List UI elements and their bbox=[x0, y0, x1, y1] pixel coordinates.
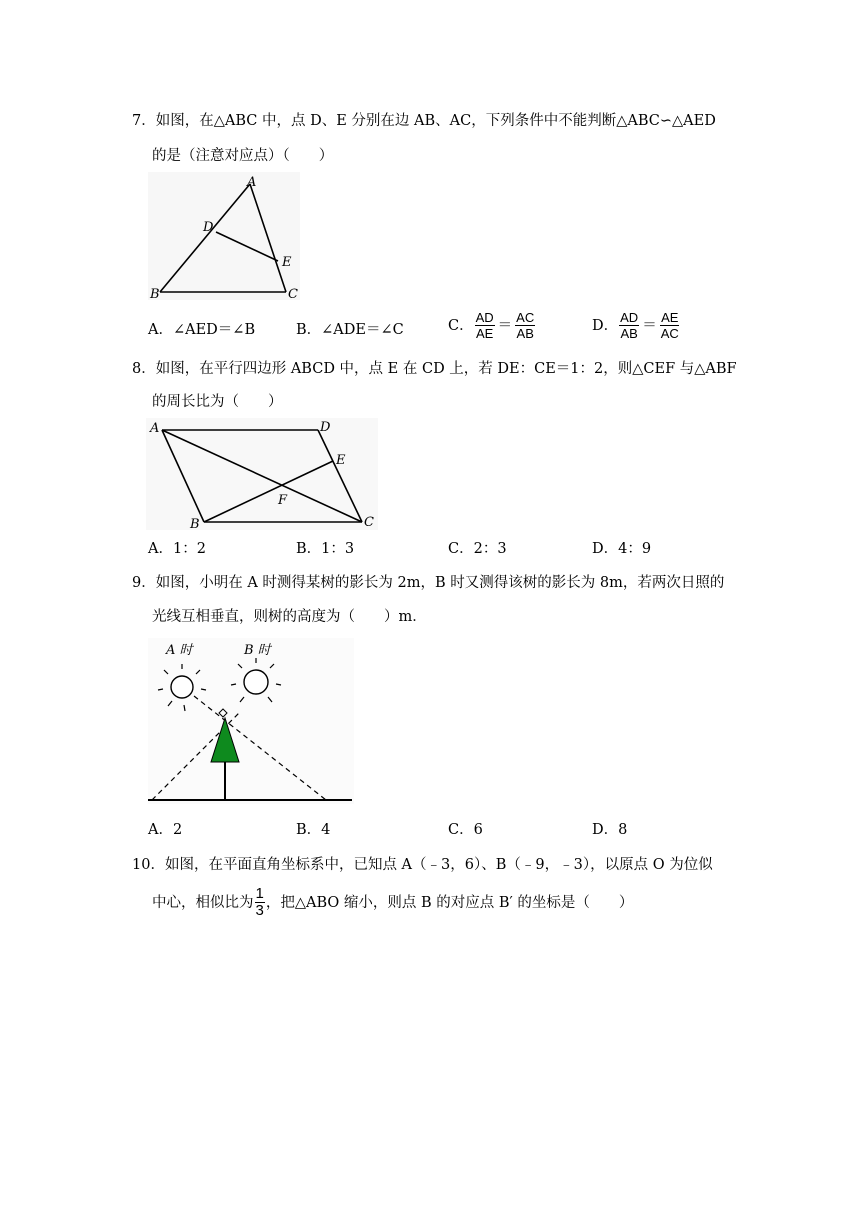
q7-option-d bbox=[592, 310, 681, 341]
q7-label-d: D bbox=[203, 220, 214, 235]
q10-line1: 10．如图，在平面直角坐标系中，已知点 A（﹣3，6）、B（﹣9，﹣3），以原点 O 为位似 bbox=[132, 857, 713, 873]
q9-tree-shadow-figure bbox=[148, 638, 354, 804]
q7-label-c: C bbox=[288, 287, 298, 300]
q9-label-a-time: A 时 bbox=[166, 643, 193, 658]
frac-numerator: AD bbox=[620, 310, 639, 325]
q7-option-c-prefix: C． bbox=[448, 317, 474, 334]
q7-option-c-frac2 bbox=[515, 310, 535, 341]
q7-label-b: B bbox=[150, 287, 160, 300]
q8-label-a: A bbox=[150, 421, 160, 436]
q7-option-d-frac1 bbox=[619, 310, 639, 341]
q7-triangle-figure bbox=[148, 172, 300, 300]
frac-denominator: AB bbox=[620, 326, 638, 341]
q8-parallelogram-figure bbox=[146, 418, 378, 530]
frac-denominator: AC bbox=[660, 326, 679, 341]
q10-ratio-fraction bbox=[255, 886, 265, 919]
q8-label-b: B bbox=[190, 517, 200, 530]
equals-sign: ＝ bbox=[497, 317, 513, 334]
q7-label-e: E bbox=[282, 255, 292, 270]
frac-numerator: AE bbox=[661, 310, 679, 325]
q9-option-d: D．8 bbox=[592, 822, 628, 838]
frac-denominator: AB bbox=[516, 326, 534, 341]
q7-option-c-frac1 bbox=[475, 310, 495, 341]
q7-option-a: A．∠AED＝∠B bbox=[148, 322, 256, 338]
q8-option-c: C．2：3 bbox=[448, 541, 507, 557]
q7-line1: 7．如图，在△ABC 中，点 D、E 分别在边 AB、AC，下列条件中不能判断△ABC∽△AED bbox=[132, 113, 716, 129]
frac-numerator: AC bbox=[516, 310, 535, 325]
q9-option-a: A．2 bbox=[148, 822, 183, 838]
q7-option-d-frac2 bbox=[660, 310, 680, 341]
q8-label-d: D bbox=[320, 420, 331, 435]
frac-numerator: AD bbox=[475, 310, 494, 325]
frac-denominator: 3 bbox=[255, 902, 264, 919]
q7-line2: 的是（注意对应点）（ ） bbox=[152, 148, 334, 164]
q7-option-b: B．∠ADE＝∠C bbox=[296, 322, 404, 338]
q8-option-d: D．4：9 bbox=[592, 541, 652, 557]
q10-line2-after: ，把△ABO 缩小，则点 B 的对应点 B′ 的坐标是（ ） bbox=[265, 894, 634, 911]
frac-denominator: AE bbox=[475, 326, 494, 341]
q10-line2-before: 中心，相似比为 bbox=[152, 894, 254, 911]
q10-line2 bbox=[152, 886, 633, 919]
q7-option-c bbox=[448, 310, 536, 341]
q9-line1: 9．如图，小明在 A 时测得某树的影长为 2m，B 时又测得该树的影长为 8m，若两次日照的 bbox=[132, 575, 725, 591]
q9-label-b-time: B 时 bbox=[244, 643, 271, 658]
q8-label-f: F bbox=[278, 493, 288, 508]
equals-sign: ＝ bbox=[642, 317, 657, 334]
frac-numerator: 1 bbox=[255, 885, 264, 902]
q9-line2: 光线互相垂直，则树的高度为（ ）m． bbox=[152, 609, 427, 625]
q8-line2: 的周长比为（ ） bbox=[152, 394, 283, 410]
q8-label-c: C bbox=[364, 515, 374, 530]
q8-option-b: B．1：3 bbox=[296, 541, 355, 557]
q7-option-d-prefix: D． bbox=[592, 317, 619, 334]
q9-option-c: C．6 bbox=[448, 822, 483, 838]
q9-option-b: B．4 bbox=[296, 822, 331, 838]
q8-option-a: A．1：2 bbox=[148, 541, 206, 557]
q7-label-a: A bbox=[247, 175, 257, 190]
q8-line1: 8．如图，在平行四边形 ABCD 中，点 E 在 CD 上，若 DE：CE＝1：2，则△CEF 与△ABF bbox=[132, 361, 737, 377]
q8-label-e: E bbox=[336, 453, 346, 468]
